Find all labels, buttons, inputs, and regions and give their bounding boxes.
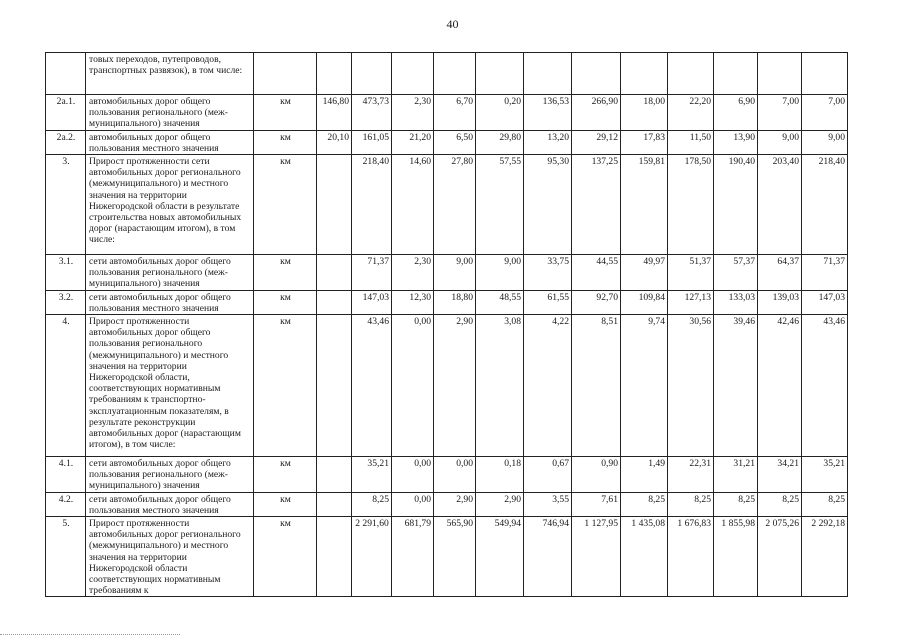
indicator-name: Прирост протяженности сети автомобильных дорог регионального (межмуниципального) и местного значения на территории Нижегородской области в результате строительства новых автомобильных дорог (нарастающим итогом), в том числе: (86, 155, 254, 255)
value-cell: 147,03 (802, 290, 848, 314)
indicator-name: автомобильных дорог общего пользования местного значения (86, 130, 254, 154)
value-cell (392, 53, 434, 95)
value-cell: 43,46 (802, 315, 848, 457)
value-cell: 22,20 (668, 95, 714, 131)
unit-cell: км (254, 315, 317, 457)
value-cell: 6,70 (434, 95, 476, 131)
value-cell: 109,84 (621, 290, 668, 314)
value-cell: 95,30 (524, 155, 572, 255)
value-cell: 9,00 (476, 255, 524, 291)
value-cell: 35,21 (352, 457, 392, 493)
value-cell: 29,80 (476, 130, 524, 154)
value-cell: 136,53 (524, 95, 572, 131)
value-cell: 57,37 (714, 255, 758, 291)
indicator-name: сети автомобильных дорог общего пользования регионального (меж-муниципального) значения (86, 457, 254, 493)
value-cell (621, 53, 668, 95)
value-cell: 42,46 (758, 315, 802, 457)
value-cell: 0,00 (392, 315, 434, 457)
table-row (46, 155, 848, 255)
row-number: 3. (46, 155, 86, 255)
unit-cell (254, 53, 317, 95)
row-number: 3.2. (46, 290, 86, 314)
table-row (46, 130, 848, 154)
unit-cell: км (254, 255, 317, 291)
row-number (46, 53, 86, 95)
value-cell: 8,25 (714, 492, 758, 516)
value-cell (317, 492, 352, 516)
value-cell: 746,94 (524, 517, 572, 597)
value-cell: 1 855,98 (714, 517, 758, 597)
value-cell (317, 255, 352, 291)
unit-cell: км (254, 155, 317, 255)
value-cell (476, 53, 524, 95)
table-body (46, 53, 848, 597)
row-number: 4.2. (46, 492, 86, 516)
table-row (46, 95, 848, 131)
value-cell: 0,00 (392, 457, 434, 493)
value-cell: 9,00 (434, 255, 476, 291)
value-cell: 44,55 (572, 255, 621, 291)
indicator-name: Прирост протяженности автомобильных дорог регионального (межмуниципального) и местного значения на территории Нижегородской области соответствующих нормативным требованиям к (86, 517, 254, 597)
value-cell: 8,25 (802, 492, 848, 516)
value-cell: 27,80 (434, 155, 476, 255)
value-cell: 218,40 (802, 155, 848, 255)
value-cell: 7,00 (758, 95, 802, 131)
value-cell: 7,00 (802, 95, 848, 131)
value-cell: 2,30 (392, 255, 434, 291)
value-cell: 133,03 (714, 290, 758, 314)
value-cell (317, 457, 352, 493)
value-cell: 2,90 (476, 492, 524, 516)
page-number: 40 (446, 17, 459, 31)
indicator-name: сети автомобильных дорог общего пользования местного значения (86, 492, 254, 516)
value-cell: 565,90 (434, 517, 476, 597)
value-cell: 9,00 (758, 130, 802, 154)
value-cell (802, 53, 848, 95)
unit-cell: км (254, 492, 317, 516)
value-cell: 49,97 (621, 255, 668, 291)
value-cell: 39,46 (714, 315, 758, 457)
value-cell: 3,08 (476, 315, 524, 457)
value-cell: 218,40 (352, 155, 392, 255)
value-cell: 178,50 (668, 155, 714, 255)
value-cell: 549,94 (476, 517, 524, 597)
value-cell: 203,40 (758, 155, 802, 255)
value-cell: 17,83 (621, 130, 668, 154)
indicator-name: автомобильных дорог общего пользования регионального (меж-муниципального) значения (86, 95, 254, 131)
value-cell: 147,03 (352, 290, 392, 314)
value-cell: 30,56 (668, 315, 714, 457)
value-cell (714, 53, 758, 95)
row-number: 4. (46, 315, 86, 457)
value-cell: 6,90 (714, 95, 758, 131)
value-cell: 33,75 (524, 255, 572, 291)
indicator-name: сети автомобильных дорог общего пользования регионального (меж-муниципального) значения (86, 255, 254, 291)
value-cell: 92,70 (572, 290, 621, 314)
indicator-name: сети автомобильных дорог общего пользования местного значения (86, 290, 254, 314)
unit-cell: км (254, 457, 317, 493)
row-number: 2а.1. (46, 95, 86, 131)
value-cell: 18,80 (434, 290, 476, 314)
value-cell: 0,20 (476, 95, 524, 131)
value-cell: 2,30 (392, 95, 434, 131)
table-row (46, 255, 848, 291)
table-row (46, 290, 848, 314)
table-row (46, 457, 848, 493)
value-cell: 8,25 (758, 492, 802, 516)
value-cell: 8,25 (352, 492, 392, 516)
value-cell: 22,31 (668, 457, 714, 493)
value-cell: 161,05 (352, 130, 392, 154)
value-cell: 266,90 (572, 95, 621, 131)
bottom-dotted-rule (0, 634, 180, 635)
value-cell: 35,21 (802, 457, 848, 493)
value-cell: 473,73 (352, 95, 392, 131)
value-cell: 1 676,83 (668, 517, 714, 597)
row-number: 4.1. (46, 457, 86, 493)
value-cell: 0,00 (434, 457, 476, 493)
value-cell: 681,79 (392, 517, 434, 597)
value-cell: 34,21 (758, 457, 802, 493)
value-cell (317, 517, 352, 597)
row-number: 5. (46, 517, 86, 597)
row-number: 2а.2. (46, 130, 86, 154)
value-cell (317, 290, 352, 314)
value-cell: 137,25 (572, 155, 621, 255)
table-row (46, 492, 848, 516)
table-row (46, 53, 848, 95)
value-cell: 21,20 (392, 130, 434, 154)
value-cell: 0,18 (476, 457, 524, 493)
value-cell (668, 53, 714, 95)
value-cell: 2 075,26 (758, 517, 802, 597)
value-cell: 0,67 (524, 457, 572, 493)
value-cell (572, 53, 621, 95)
value-cell: 48,55 (476, 290, 524, 314)
value-cell: 2 291,60 (352, 517, 392, 597)
value-cell: 8,25 (621, 492, 668, 516)
value-cell: 71,37 (802, 255, 848, 291)
unit-cell: км (254, 130, 317, 154)
value-cell: 9,74 (621, 315, 668, 457)
value-cell: 190,40 (714, 155, 758, 255)
value-cell: 2,90 (434, 315, 476, 457)
indicator-name: товых переходов, путепроводов, транспортных развязок), в том числе: (86, 53, 254, 95)
value-cell: 9,00 (802, 130, 848, 154)
value-cell: 71,37 (352, 255, 392, 291)
unit-cell: км (254, 517, 317, 597)
value-cell: 159,81 (621, 155, 668, 255)
value-cell: 3,55 (524, 492, 572, 516)
row-number: 3.1. (46, 255, 86, 291)
table-row (46, 517, 848, 597)
value-cell: 1,49 (621, 457, 668, 493)
table-row (46, 315, 848, 457)
value-cell: 20,10 (317, 130, 352, 154)
value-cell: 13,90 (714, 130, 758, 154)
value-cell (317, 155, 352, 255)
value-cell (317, 53, 352, 95)
value-cell: 18,00 (621, 95, 668, 131)
value-cell: 1 435,08 (621, 517, 668, 597)
value-cell: 6,50 (434, 130, 476, 154)
value-cell: 8,51 (572, 315, 621, 457)
value-cell (434, 53, 476, 95)
value-cell: 61,55 (524, 290, 572, 314)
unit-cell: км (254, 95, 317, 131)
value-cell: 11,50 (668, 130, 714, 154)
value-cell: 2 292,18 (802, 517, 848, 597)
value-cell: 4,22 (524, 315, 572, 457)
value-cell: 2,90 (434, 492, 476, 516)
value-cell: 127,13 (668, 290, 714, 314)
value-cell: 1 127,95 (572, 517, 621, 597)
indicator-name: Прирост протяженности автомобильных дорог общего пользования регионального (межмуниципального) и местного значения на территории Нижегородской области, соответствующих нормативным требованиям к транспортно-эксплуатационным показателям, в результате реконструкции автомобильных дорог (нарастающим итогом), в том числе: (86, 315, 254, 457)
unit-cell: км (254, 290, 317, 314)
value-cell: 0,00 (392, 492, 434, 516)
value-cell (352, 53, 392, 95)
value-cell (758, 53, 802, 95)
value-cell (317, 315, 352, 457)
value-cell: 43,46 (352, 315, 392, 457)
value-cell: 64,37 (758, 255, 802, 291)
value-cell: 12,30 (392, 290, 434, 314)
value-cell: 13,20 (524, 130, 572, 154)
value-cell: 51,37 (668, 255, 714, 291)
value-cell: 0,90 (572, 457, 621, 493)
value-cell: 57,55 (476, 155, 524, 255)
value-cell: 29,12 (572, 130, 621, 154)
value-cell: 139,03 (758, 290, 802, 314)
value-cell: 146,80 (317, 95, 352, 131)
value-cell: 31,21 (714, 457, 758, 493)
value-cell (524, 53, 572, 95)
indicators-table (45, 52, 848, 597)
value-cell: 7,61 (572, 492, 621, 516)
value-cell: 8,25 (668, 492, 714, 516)
value-cell: 14,60 (392, 155, 434, 255)
